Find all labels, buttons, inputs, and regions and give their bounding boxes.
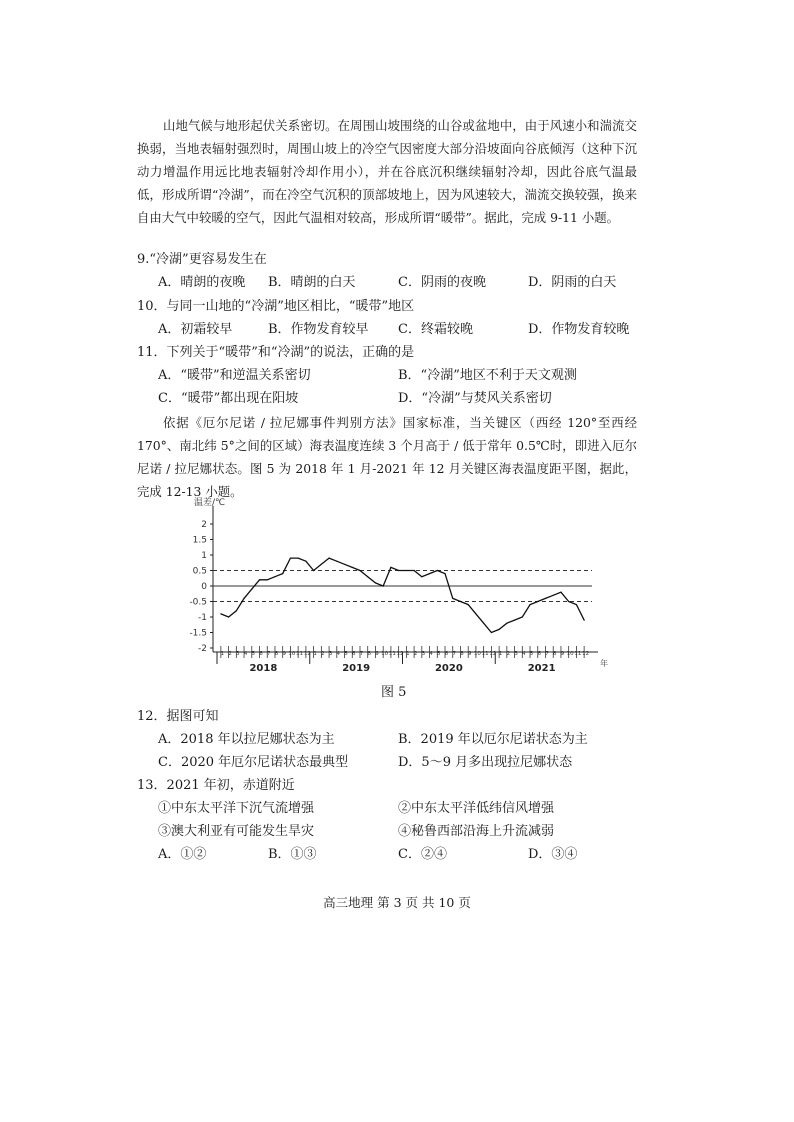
data-point: [375, 582, 376, 583]
question-13-statement-4: ④秘鲁西部沿海上升流减弱: [398, 824, 555, 839]
month-tick-label: 1: [313, 651, 317, 657]
data-point: [429, 573, 430, 574]
month-tick-label: 2: [321, 651, 325, 657]
question-10-option-b[interactable]: B．作物发育较早: [268, 322, 369, 337]
month-tick-label: 12: [489, 651, 497, 657]
data-point: [537, 601, 538, 602]
question-13-option-a[interactable]: A．①②: [158, 847, 207, 862]
month-tick-label: 7: [359, 651, 364, 657]
chart-axes: [210, 506, 598, 664]
data-point: [321, 564, 322, 565]
passage-mountain-climate: 山地气候与地形起伏关系密切。在周围山坡围绕的山谷或盆地中，由于风速小和湍流交换弱，当地表辐射强烈时，周围山坡上的冷空气因密度大部分沿坡面向谷底倾泻（这种下沉动力增温作用远比地表辐射冷却作用小），并在谷底沉积继续辐射冷却，因此谷底气温最低，形成所谓“冷湖”，而在冷空气沉积的顶部坡地上，因为风速较大，湍流交换较强，换来自由大气中较暖的空气，因此气温相对较高，形成所谓“暖带”。据此，完成 9-11 小题。: [137, 118, 637, 225]
data-point: [298, 558, 299, 559]
figure-caption: 图 5: [381, 685, 407, 700]
month-tick-label: 8: [274, 651, 279, 657]
month-tick-label: 4: [522, 651, 526, 657]
year-label: 2020: [434, 663, 463, 674]
month-tick-label: 12: [303, 651, 311, 657]
month-tick-label: 5: [437, 651, 441, 657]
data-point: [228, 616, 229, 617]
month-tick-label: 4: [243, 651, 248, 657]
data-point: [475, 613, 476, 614]
question-13-stem: 13．2021 年初，赤道附近: [137, 778, 295, 793]
y-tick-label: -0.5: [189, 597, 207, 608]
data-point: [282, 573, 283, 574]
month-tick-label: 9: [375, 651, 379, 657]
data-point: [576, 604, 577, 605]
year-label: 2021: [527, 663, 556, 674]
month-tick-label: 5: [344, 651, 348, 657]
y-tick-label: 0: [201, 582, 207, 592]
data-point: [560, 592, 561, 593]
data-point: [267, 579, 268, 580]
question-12-option-b[interactable]: B．2019 年以厄尔尼诺状态为主: [398, 732, 588, 747]
data-point: [568, 601, 569, 602]
question-9-option-c[interactable]: C．阴雨的夜晚: [398, 275, 486, 290]
data-point: [444, 573, 445, 574]
month-tick-label: 1: [220, 651, 225, 657]
month-tick-label: 5: [529, 651, 534, 657]
month-tick-label: 8: [367, 651, 371, 657]
y-axis-label: 温差/℃: [194, 498, 226, 508]
month-tick-label: 10: [381, 651, 389, 657]
data-point: [483, 623, 484, 624]
data-point: [305, 561, 306, 562]
month-tick-label: 12: [582, 651, 590, 657]
passage-enso: 依据《厄尔尼诺 / 拉尼娜事件判别方法》国家标准，当关键区（西经 120°至西经 170°、南北纬 5°之间的区域）海表温度连续 3 个月高于 / 低于常年 0.5℃时，即进入厄尔尼诺 / 拉尼娜状态。图 5 为 2018 年 1 月-2021 年 12 月关键区海表温度距平图，据此，完成 12-13 小题。: [137, 415, 637, 499]
month-tick-label: 8: [552, 651, 557, 657]
y-tick-label: -2: [198, 644, 207, 654]
question-12-option-a[interactable]: A．2018 年以拉尼娜状态为主: [158, 732, 335, 747]
question-10-option-d[interactable]: D．作物发育较晚: [528, 322, 630, 337]
month-tick-label: 7: [266, 651, 271, 657]
y-tick-label: 0.5: [192, 566, 207, 577]
question-11-option-d[interactable]: D．“冷湖”与焚风关系密切: [398, 391, 552, 406]
month-tick-label: 6: [352, 651, 356, 657]
page-footer: 高三地理 第 3 页 共 10 页: [323, 895, 471, 910]
data-point: [383, 585, 384, 586]
data-point: [522, 616, 523, 617]
y-tick-label: 1: [201, 551, 207, 561]
data-point: [359, 570, 360, 571]
question-12-option-c[interactable]: C．2020 年厄尔尼诺状态最典型: [158, 755, 349, 770]
data-point: [406, 570, 407, 571]
question-13-statement-3: ③澳大利亚有可能发生旱灾: [158, 824, 315, 839]
y-tick-label: 2: [201, 520, 207, 530]
month-tick-label: 8: [460, 651, 464, 657]
month-tick-label: 11: [574, 651, 582, 657]
data-point: [413, 570, 414, 571]
data-point: [514, 620, 515, 621]
month-tick-label: 4: [429, 651, 433, 657]
y-tick-label: -1.5: [189, 628, 207, 639]
question-10-stem: 10．与同一山地的“冷湖”地区相比，“暖带”地区: [137, 299, 415, 314]
question-11-option-c[interactable]: C．“暖带”都出现在阳坡: [158, 391, 299, 406]
data-point: [352, 567, 353, 568]
month-tick-label: 7: [452, 651, 456, 657]
data-point: [313, 570, 314, 571]
question-13-option-d[interactable]: D．③④: [528, 847, 578, 862]
question-10-option-c[interactable]: C．终霜较晚: [398, 322, 473, 337]
month-tick-label: 9: [282, 651, 286, 657]
month-tick-label: 3: [236, 651, 240, 657]
data-point: [274, 576, 275, 577]
month-tick-label: 6: [444, 651, 449, 657]
data-point: [545, 598, 546, 599]
data-point: [452, 598, 453, 599]
chart-series: [220, 558, 584, 634]
data-point: [468, 604, 469, 605]
month-tick-label: 6: [259, 651, 263, 657]
data-point: [290, 558, 291, 559]
question-9-option-d[interactable]: D．阴雨的白天: [528, 275, 617, 290]
data-point: [398, 570, 399, 571]
data-point: [367, 576, 368, 577]
month-tick-label: 2: [506, 651, 511, 657]
reference-lines: [213, 571, 592, 602]
data-point: [499, 629, 500, 630]
year-label: 2018: [249, 663, 278, 674]
month-tick-label: 1: [406, 651, 410, 657]
sst-anomaly-line: [221, 558, 584, 632]
data-point: [336, 561, 337, 562]
question-11-stem: 11．下列关于“暖带”和“冷湖”的说法，正确的是: [137, 345, 415, 360]
question-13-option-c[interactable]: C．②④: [398, 847, 447, 862]
month-tick-label: 2: [228, 651, 232, 657]
question-13-statement-1: ①中东太平洋下沉气流增强: [158, 801, 315, 816]
question-10-option-a[interactable]: A．初霜较早: [158, 322, 233, 337]
month-tick-label: 5: [251, 651, 256, 657]
question-13-statement-2: ②中东太平洋低纬信风增强: [398, 801, 555, 816]
month-tick-label: 11: [388, 651, 396, 657]
month-tick-label: 9: [560, 651, 565, 657]
year-label: 2019: [342, 663, 371, 674]
question-11-option-a[interactable]: A．“暖带”和逆温关系密切: [158, 368, 311, 383]
month-tick-label: 10: [566, 651, 574, 657]
data-point: [236, 610, 237, 611]
question-11-option-b[interactable]: B．“冷湖”地区不利于天文观测: [398, 368, 577, 383]
x-axis-unit-label: 年: [600, 659, 608, 668]
data-point: [328, 558, 329, 559]
month-tick-label: 9: [467, 651, 472, 657]
data-point: [421, 576, 422, 577]
month-tick-label: 3: [514, 651, 518, 657]
data-point: [251, 589, 252, 590]
month-tick-label: 3: [328, 651, 333, 657]
month-tick-label: 7: [545, 651, 549, 657]
data-point: [529, 604, 530, 605]
month-tick-label: 4: [336, 651, 341, 657]
month-tick-label: 10: [288, 651, 296, 657]
data-point: [220, 613, 221, 614]
month-tick-label: 3: [421, 651, 426, 657]
question-9-option-b[interactable]: B．晴朗的白天: [268, 275, 356, 290]
month-tick-label: 10: [473, 651, 481, 657]
data-point: [491, 632, 492, 633]
data-point: [437, 570, 438, 571]
y-tick-label: 1.5: [192, 535, 207, 546]
data-point: [344, 564, 345, 565]
question-9-option-a[interactable]: A．晴朗的夜晚: [158, 275, 246, 290]
data-point: [553, 595, 554, 596]
month-tick-label: 2: [413, 651, 418, 657]
month-tick-label: 1: [498, 651, 503, 657]
question-12-stem: 12．据图可知: [137, 709, 219, 724]
question-13-option-b[interactable]: B．①③: [268, 847, 317, 862]
month-tick-label: 6: [537, 651, 542, 657]
data-point: [584, 620, 585, 621]
question-9-stem: 9.“冷湖”更容易发生在: [137, 252, 267, 267]
data-point: [460, 601, 461, 602]
month-tick-label: 11: [481, 651, 489, 657]
month-tick-label: 12: [396, 651, 404, 657]
sst-anomaly-chart: [0, 490, 794, 690]
data-point: [259, 579, 260, 580]
question-12-option-d[interactable]: D．5～9 月多出现拉尼娜状态: [398, 755, 573, 770]
data-point: [506, 623, 507, 624]
data-point: [390, 567, 391, 568]
data-point: [243, 598, 244, 599]
y-tick-label: -1: [198, 613, 207, 623]
month-tick-label: 11: [296, 651, 304, 657]
